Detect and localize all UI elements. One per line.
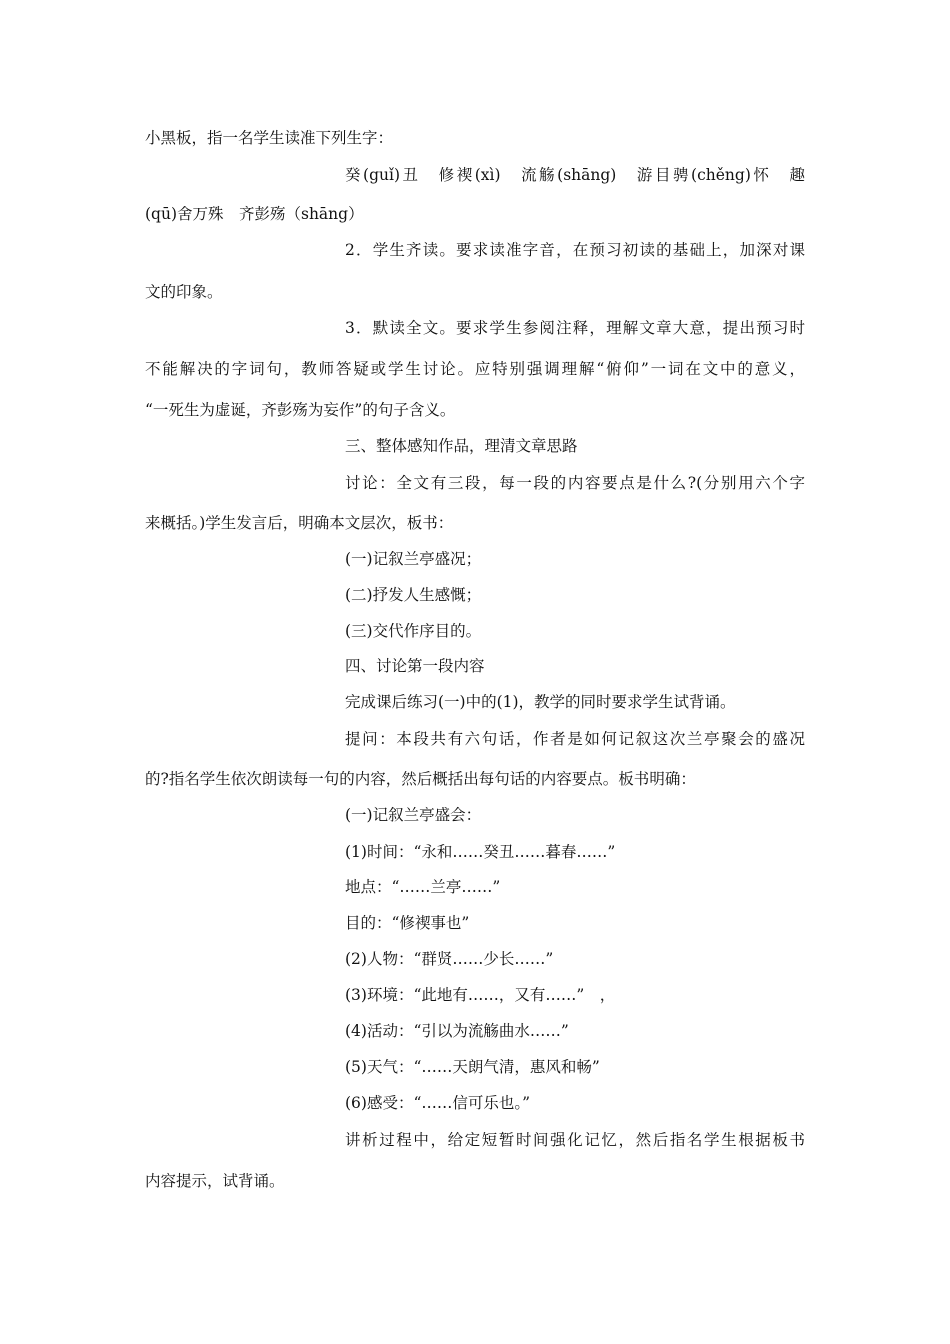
text-line: (4)活动：“引以为流觞曲水……” xyxy=(345,1022,569,1040)
text-line: 文的印象。 xyxy=(145,283,223,301)
text-line: 讨论：全文有三段，每一段的内容要点是什么?(分别用六个字 xyxy=(345,474,805,492)
text-line: 提问：本段共有六句话，作者是如何记叙这次兰亭聚会的盛况 xyxy=(345,730,805,748)
text-line: 小黑板，指一名学生读准下列生字： xyxy=(145,129,394,147)
section-heading: 三、整体感知作品，理清文章思路 xyxy=(345,437,578,455)
text-line: 的?指名学生依次朗读每一句的内容，然后概括出每句话的内容要点。板书明确： xyxy=(145,770,696,788)
text-line: 讲析过程中，给定短暂时间强化记忆，然后指名学生根据板书 xyxy=(345,1131,805,1149)
text-line: (三)交代作序目的。 xyxy=(345,622,482,640)
text-line: (二)抒发人生感慨； xyxy=(345,586,482,604)
text-line: (一)记叙兰亭盛会： xyxy=(345,806,482,824)
text-line: 2．学生齐读。要求读准字音，在预习初读的基础上，加深对课 xyxy=(345,241,805,259)
text-line: 不能解决的字词句，教师答疑或学生讨论。应特别强调理解“俯仰”一词在文中的意义， xyxy=(145,360,805,378)
text-line: (6)感受：“……信可乐也。” xyxy=(345,1094,531,1112)
text-line: (一)记叙兰亭盛况； xyxy=(345,550,482,568)
text-line: (qū)舍万殊 齐彭殇（shāng） xyxy=(145,205,364,223)
section-heading: 四、讨论第一段内容 xyxy=(345,657,485,675)
text-line: 癸(guǐ)丑 修禊(xì) 流觞(shāng) 游目骋(chěng)怀 趣 xyxy=(345,166,805,184)
text-line: 完成课后练习(一)中的(1)，教学的同时要求学生试背诵。 xyxy=(345,693,736,711)
text-line: 内容提示，试背诵。 xyxy=(145,1172,285,1190)
text-line: 3．默读全文。要求学生参阅注释，理解文章大意，提出预习时 xyxy=(345,319,805,337)
text-line: “一死生为虚诞，齐彭殇为妄作”的句子含义。 xyxy=(145,401,456,419)
text-line: (5)天气：“……天朗气清，惠风和畅” xyxy=(345,1058,600,1076)
text-line: 来概括。)学生发言后，明确本文层次，板书： xyxy=(145,514,454,532)
text-line: 目的：“修禊事也” xyxy=(345,914,470,932)
text-line: (3)环境：“此地有……，又有……” ， xyxy=(345,986,616,1004)
text-line: 地点：“……兰亭……” xyxy=(345,878,501,896)
text-line: (2)人物：“群贤……少长……” xyxy=(345,950,554,968)
text-line: (1)时间：“永和……癸丑……暮春……” xyxy=(345,843,616,861)
